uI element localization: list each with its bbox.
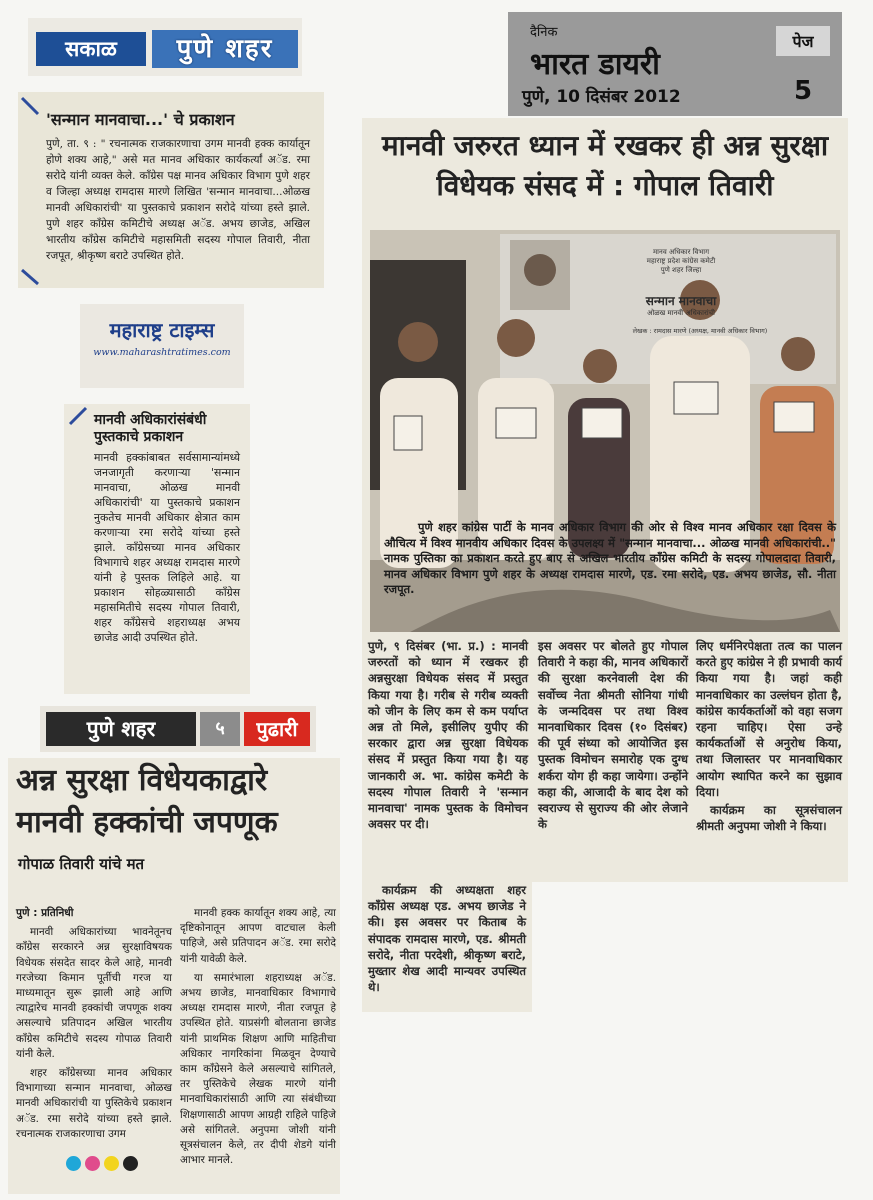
- banner-line-2: महाराष्ट्र प्रदेश कांग्रेस कमेटी: [646, 257, 716, 265]
- sakal-section-title: पुणे शहर: [152, 30, 298, 68]
- pudhari-masthead: [40, 706, 316, 752]
- print-registration-dots: [66, 1156, 138, 1171]
- pudhari-paragraph: मानवी हक्क कार्यातून शक्य आहे, त्या दृष्टिकोनातून आपण वाटचाल केली पाहिजे, असे प्रतिपादन अॅड. रमा सरोदे यांनी यावेळी केले.: [180, 907, 336, 965]
- bharat-diary-paragraph: लिए धर्मनिरपेक्षता तत्व का पालन करते हुए कांग्रेस ने ही प्रभावी कार्य किया गया है। जहां कही मानवाधिकार का उल्लंघन होता है, कांग्रेस कार्यकर्ताओं को वहा सजग रहना चाहिए। ऐसा उन्हे कार्यकर्ताओं से अनुरोध किया, तथा जिलास्तर पर मानवाधिकार आयोग स्थापित करने का सुझाव दिया।: [696, 639, 842, 799]
- banner-line-1: मानव अधिकार विभाग: [652, 248, 710, 256]
- banner-subtitle: ओळख मानवी अधिकारांची: [647, 309, 715, 317]
- page-label: पेज: [776, 26, 830, 56]
- banner-author: लेखक : रामदास मारणे (अध्यक्ष, मानवी अधिकार विभाग): [632, 327, 768, 335]
- bharat-diary-article: [362, 118, 848, 882]
- bharat-diary-label: दैनिक: [530, 25, 558, 40]
- page-number: 5: [793, 76, 813, 106]
- pudhari-column-2: [180, 906, 336, 1172]
- cyan-dot: [66, 1156, 81, 1171]
- banner-title: सन्मान मानवाचा: [645, 294, 717, 308]
- pudhari-headline: अन्न सुरक्षा विधेयकाद्वारे मानवी हक्कांची जपणूक: [16, 763, 278, 840]
- photo-caption: पुणे शहर कांग्रेस पार्टी के मानव अधिकार विभाग की ओर से विश्व मानव अधिकार रक्षा दिवस के औचित्य में विश्व मानवीय अधिकार दिवस के उपलक्ष्य में "सन्मान मानवाचा... ओळख मानवी अधिकारांची.." नामक पुस्तिका का प्रकाशन करते हुए बाए से अखिल भारतीय कॉंग्रेस कमिटी के सदस्य गोपालदादा तिवारी, मानव अधिकार विभाग पुणे शहर के अध्यक्ष रामदास मारणे, एड. रमा सरोदे, एड. अभय छाजेड, सौ. नीता रजपूत.: [384, 520, 836, 597]
- bharat-diary-paragraph: कार्यक्रम की अध्यक्षता शहर कॉंग्रेस अध्यक्ष एड. अभय छाजेड ने की। इस अवसर पर किताब के संपादक रामदास मारणे, एड. श्रीमती सरोदे, नीता परदेशी, श्रीकृष्ण बराटे, मुख्तार शेख आदी मान्यवर उपस्थित थे।: [368, 883, 526, 995]
- pudhari-column-1: [16, 906, 172, 1172]
- bharat-diary-masthead: [508, 12, 842, 116]
- pudhari-logo: पुढारी: [244, 712, 310, 746]
- bharat-diary-date: पुणे, 10 दिसंबर 2012: [522, 87, 681, 107]
- bharat-diary-paragraph: कार्यक्रम का सूत्रसंचालन श्रीमती अनुपमा जोशी ने किया।: [696, 803, 842, 834]
- bharat-diary-headline: मानवी जरुरत ध्यान में रखकर ही अन्न सुरक्षा विधेयक संसद में : गोपाल तिवारी: [381, 129, 829, 202]
- clipping-border-marks: [64, 404, 94, 694]
- clipping-border-marks: [18, 92, 324, 288]
- pudhari-paragraph: मानवी अधिकारांच्या भावनेतूनच कॉंग्रेस सरकारने अन्न सुरक्षाविषयक विधेयक संसदेत सादर केले आहे, मानवी गरजेच्या किमान पूर्तीची गरज या माध्यमातून सुरू झाली आहे आणि त्याद्वारेच मानवी हक्कांची जपणूक शक्य असल्याचे प्रतिपादन अखिल भारतीय कॉंग्रेस कमिटीचे सदस्य गोपाळ तिवारी यांनी केले.: [16, 926, 172, 1060]
- pudhari-page-number: ५: [200, 712, 240, 746]
- mt-article: [64, 404, 250, 694]
- yellow-dot: [104, 1156, 119, 1171]
- sakal-body: पुणे, ता. ९ : " रचनात्मक राजकारणाचा उगम मानवी हक्क कार्यातून होणे शक्य आहे," असे मत मानव अधिकार कार्यकर्त्यां अॅड. रमा सरोदे यांनी व्यक्त केले. कॉंग्रेस पक्ष मानव अधिकार विभाग पुणे शहर व जिल्हा अध्यक्ष रामदास मारणे लिखित 'सन्मान मानवाचा...ओळख मानवी अधिकारांची' या पुस्तकाचे प्रकाशन सरोदे यांच्या हस्ते झाले. पुणे शहर कॉंग्रेस कमिटीचे अध्यक्ष अॅड. अभय छाजेड, अखिल भारतीय कॉंग्रेस कमिटीचे महासमिती सदस्य गोपाल तिवारी, नीता रजपूत, श्रीकृष्ण बराटे उपस्थित होते.: [46, 138, 310, 262]
- pudhari-subhead: गोपाळ तिवारी यांचे मत: [18, 855, 145, 873]
- sakal-article: [18, 92, 324, 288]
- banner-line-3: पुणे शहर जिल्हा: [660, 266, 702, 274]
- pudhari-paragraph: या समारंभाला शहराध्यक्ष अॅड. अभय छाजेड, मानवाधिकार विभागाचे अध्यक्ष रामदास मारणे, नीता रजपूत हे उपस्थित होते. याप्रसंगी बोलताना छाजेड यांनी प्राथमिक शिक्षण आणि माहितीचा अधिकार नागरिकांना मिळवून देण्याचे काम कॉंग्रेसने केले असल्याचे सांगितले, तर पुस्तिकेचे लेखक मारणे यांनी मानवाधिकारांसाठी आणि त्या संबंधीच्या शिक्षणासाठी आपण आग्रही राहिले पाहिजे असे सांगितले. अनुपमा जोशी यांनी सूत्रसंचालन केले, तर दीपी शेडगे यांनी आभार मानले.: [180, 971, 336, 1167]
- sakal-headline: 'सन्मान मानवाचा...' चे प्रकाशन: [46, 110, 235, 129]
- bharat-diary-paragraph: पुणे, ९ दिसंबर (भा. प्र.) : मानवी जरुरतों को ध्यान में रखकर ही अन्नसुरक्षा विधेयक संसद में प्रस्तुत किया गया है। गरीब से गरीब व्यक्ती को जीन के लिए कम से कम पर्याप्त अन्न तो मिले, इसीलिए युपीए की सरकार द्वारा अन्न सुरक्षा विधेयक संसद में प्रस्तुत किया गया है। यह जानकारी अ. भा. कांग्रेस कमेटी के सदस्य गोपाल तिवारी ने 'सन्मान मानवाचा' नामक पुस्तक के विमोचन अवसर पर दी।: [368, 639, 528, 832]
- bharat-diary-column-1: [368, 638, 528, 834]
- mt-headline: मानवी अधिकारांसंबंधी पुस्तकाचे प्रकाशन: [94, 412, 207, 445]
- pudhari-section-title: पुणे शहर: [46, 712, 196, 746]
- pudhari-paragraph: शहर कॉंग्रेसच्या मानव अधिकार विभागाच्या सन्मान मानवाचा, ओळख मानवी अधिकारांची या पुस्तिकेचे प्रकाशन अॅड. रमा सरोदे यांच्या हस्ते झाले. रचनात्मक राजकारणाचा उगम: [16, 1067, 172, 1140]
- bharat-diary-logo: भारत डायरी: [530, 47, 660, 82]
- bharat-diary-paragraph: इस अवसर पर बोलते हुए गोपाल तिवारी ने कहा की, मानव अधिकारों की सुरक्षा करनेवाली देश की सर्वोच्च नेता श्रीमती सोनिया गांधी के जन्मदिवस पर तथा विश्व मानवाधिकार दिवस (१० दिसंबर) की पूर्व संध्या को आयोजित इस पुस्तक विमोचन समारोह एक दुग्ध शर्करा योग ही कहा जायेगा। उन्होंने कहा की, आजादी के बाद देश को स्वराज्य से सुराज्य की ओर लेजाने के: [538, 639, 688, 832]
- pudhari-article: [8, 758, 340, 1194]
- bharat-diary-column-3: [696, 638, 842, 836]
- magenta-dot: [85, 1156, 100, 1171]
- bharat-diary-continuation: [362, 880, 532, 1012]
- bharat-diary-column-2: [538, 638, 688, 834]
- mt-logo: महाराष्ट्र टाइम्स: [109, 318, 215, 342]
- black-dot: [123, 1156, 138, 1171]
- mt-masthead: [80, 304, 244, 388]
- sakal-masthead: [28, 18, 302, 76]
- pudhari-byline: पुणे : प्रतिनिधी: [16, 907, 74, 919]
- mt-url: www.maharashtratimes.com: [93, 347, 231, 358]
- sakal-logo: सकाळ: [36, 32, 146, 66]
- mt-body: मानवी हक्कांबाबत सर्वसामान्यांमध्ये जनजागृती करणाऱ्या 'सन्मान मानवाचा, ओळख मानवी अधिकारांची' या पुस्तकाचे प्रकाशन नुकतेच मानवी अधिकार क्षेत्रात काम करणाऱ्या रमा सरोदे यांच्या हस्ते झाले. कॉंग्रेसच्या मानव अधिकार विभागाचे शहर अध्यक्ष रामदास मारणे यांनी हे पुस्तक लिहिले आहे. या प्रकाशन सोहळ्यासाठी कॉंग्रेस महासमितीचे सदस्य गोपाल तिवारी, शहर कॉंग्रेसचे शहराध्यक्ष अभय छाजेड आदी उपस्थित होते.: [94, 451, 240, 644]
